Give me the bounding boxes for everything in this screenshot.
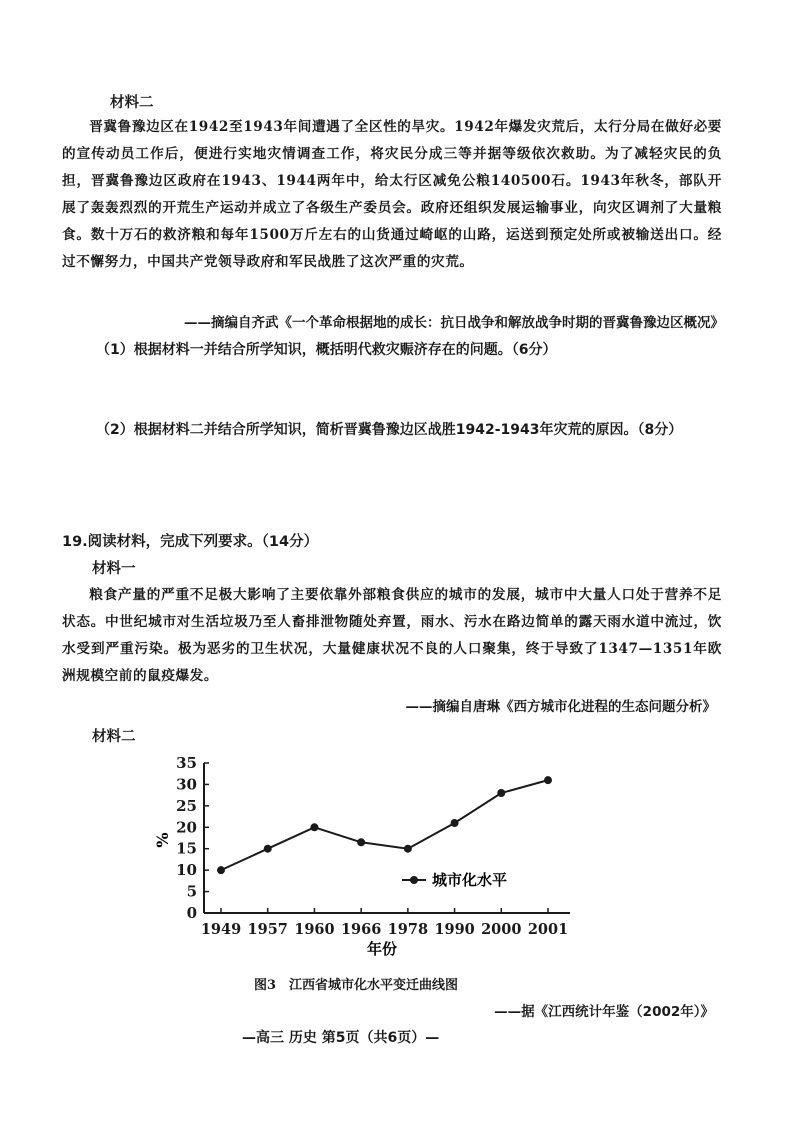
y-tick-label: 10 xyxy=(176,861,197,880)
x-axis-label: 年份 xyxy=(366,940,398,958)
x-tick-label: 2000 xyxy=(481,921,522,938)
y-tick-label: 20 xyxy=(176,818,197,837)
x-tick-label: 1978 xyxy=(387,921,429,938)
x-tick-label: 1949 xyxy=(200,921,242,938)
x-tick-label: 1966 xyxy=(340,921,382,938)
data-point xyxy=(404,845,412,853)
q19-material1-text: 粮食产量的严重不足极大影响了主要依靠外部粮食供应的城市的发展，城市中大量人口处于营养不足状态。中世纪城市对生活垃圾乃至人畜排泄物随处弃置，雨水、污水在路边简单的露天雨水道中流过，饮水受到严重污染。极为恶劣的卫生状况，大量健康状况不良的人口聚集，终于导致了1347—1351年欧洲规模空前的鼠疫爆发。 xyxy=(62,587,722,684)
data-point xyxy=(264,845,272,853)
x-tick-label: 2001 xyxy=(527,921,569,938)
q19-material2-label: 材料二 xyxy=(92,729,136,745)
q19-material1-label: 材料一 xyxy=(92,561,136,577)
chart-caption: 图3 江西省城市化水平变迁曲线图 xyxy=(254,978,459,993)
x-tick-label: 1957 xyxy=(247,921,288,938)
x-tick-label: 1960 xyxy=(294,921,335,938)
legend-marker xyxy=(410,876,418,884)
x-tick-label: 1990 xyxy=(434,921,475,938)
q19-material1-source: ——摘编自唐琳《西方城市化进程的生态问题分析》 xyxy=(405,699,716,715)
question-1: （1）根据材料一并结合所学知识，概括明代救灾赈济存在的问题。（6分） xyxy=(96,342,557,358)
data-point xyxy=(217,866,225,874)
data-point xyxy=(451,819,459,827)
legend xyxy=(402,871,507,889)
urbanization-chart xyxy=(150,750,600,965)
data-point xyxy=(497,789,505,797)
data-point xyxy=(544,776,552,784)
chart-source: ——据《江西统计年鉴（2002年）》 xyxy=(494,1004,714,1020)
y-tick-label: 25 xyxy=(176,796,197,815)
material2-label: 材料二 xyxy=(110,95,154,111)
legend-label: 城市化水平 xyxy=(432,871,508,889)
y-axis-label: % xyxy=(153,832,172,848)
y-tick-label: 0 xyxy=(186,904,197,922)
question-2: （2）根据材料二并结合所学知识，简析晋冀鲁豫边区战胜1942-1943年灾荒的原因。（8分） xyxy=(96,422,683,438)
y-tick-label: 30 xyxy=(176,775,197,794)
material2-source: ——摘编自齐武《一个革命根据地的成长：抗日战争和解放战争时期的晋冀鲁豫边区概况》 xyxy=(184,315,724,331)
q19-heading: 19.阅读材料，完成下列要求。（14分） xyxy=(62,534,319,550)
y-tick-label: 35 xyxy=(176,754,197,772)
y-tick-label: 15 xyxy=(176,839,197,858)
data-point xyxy=(357,838,365,846)
data-point xyxy=(310,823,318,831)
material2-text: 晋冀鲁豫边区在1942至1943年间遭遇了全区性的旱灾。1942年爆发灾荒后，太行分局在做好必要的宣传动员工作后，便进行实地灾情调查工作，将灾民分成三等并据等级依次救助。为了减轻灾民的负担，晋冀鲁豫边区政府在1943、1944两年中，给太行区减免公粮140500石。1943年秋冬，部队开展了轰轰烈烈的开荒生产运动并成立了各级生产委员会。政府还组织发展运输事业，向灾区调剂了大量粮食。数十万石的救济粮和每年1500万斤左右的山货通过崎岖的山路，运送到预定处所或被输送出口。经过不懈努力，中国共产党领导政府和军民战胜了这次严重的灾荒。 xyxy=(62,119,722,270)
y-tick-label: 5 xyxy=(186,882,197,901)
page-footer: —高三 历史 第5页（共6页）— xyxy=(242,1030,440,1046)
